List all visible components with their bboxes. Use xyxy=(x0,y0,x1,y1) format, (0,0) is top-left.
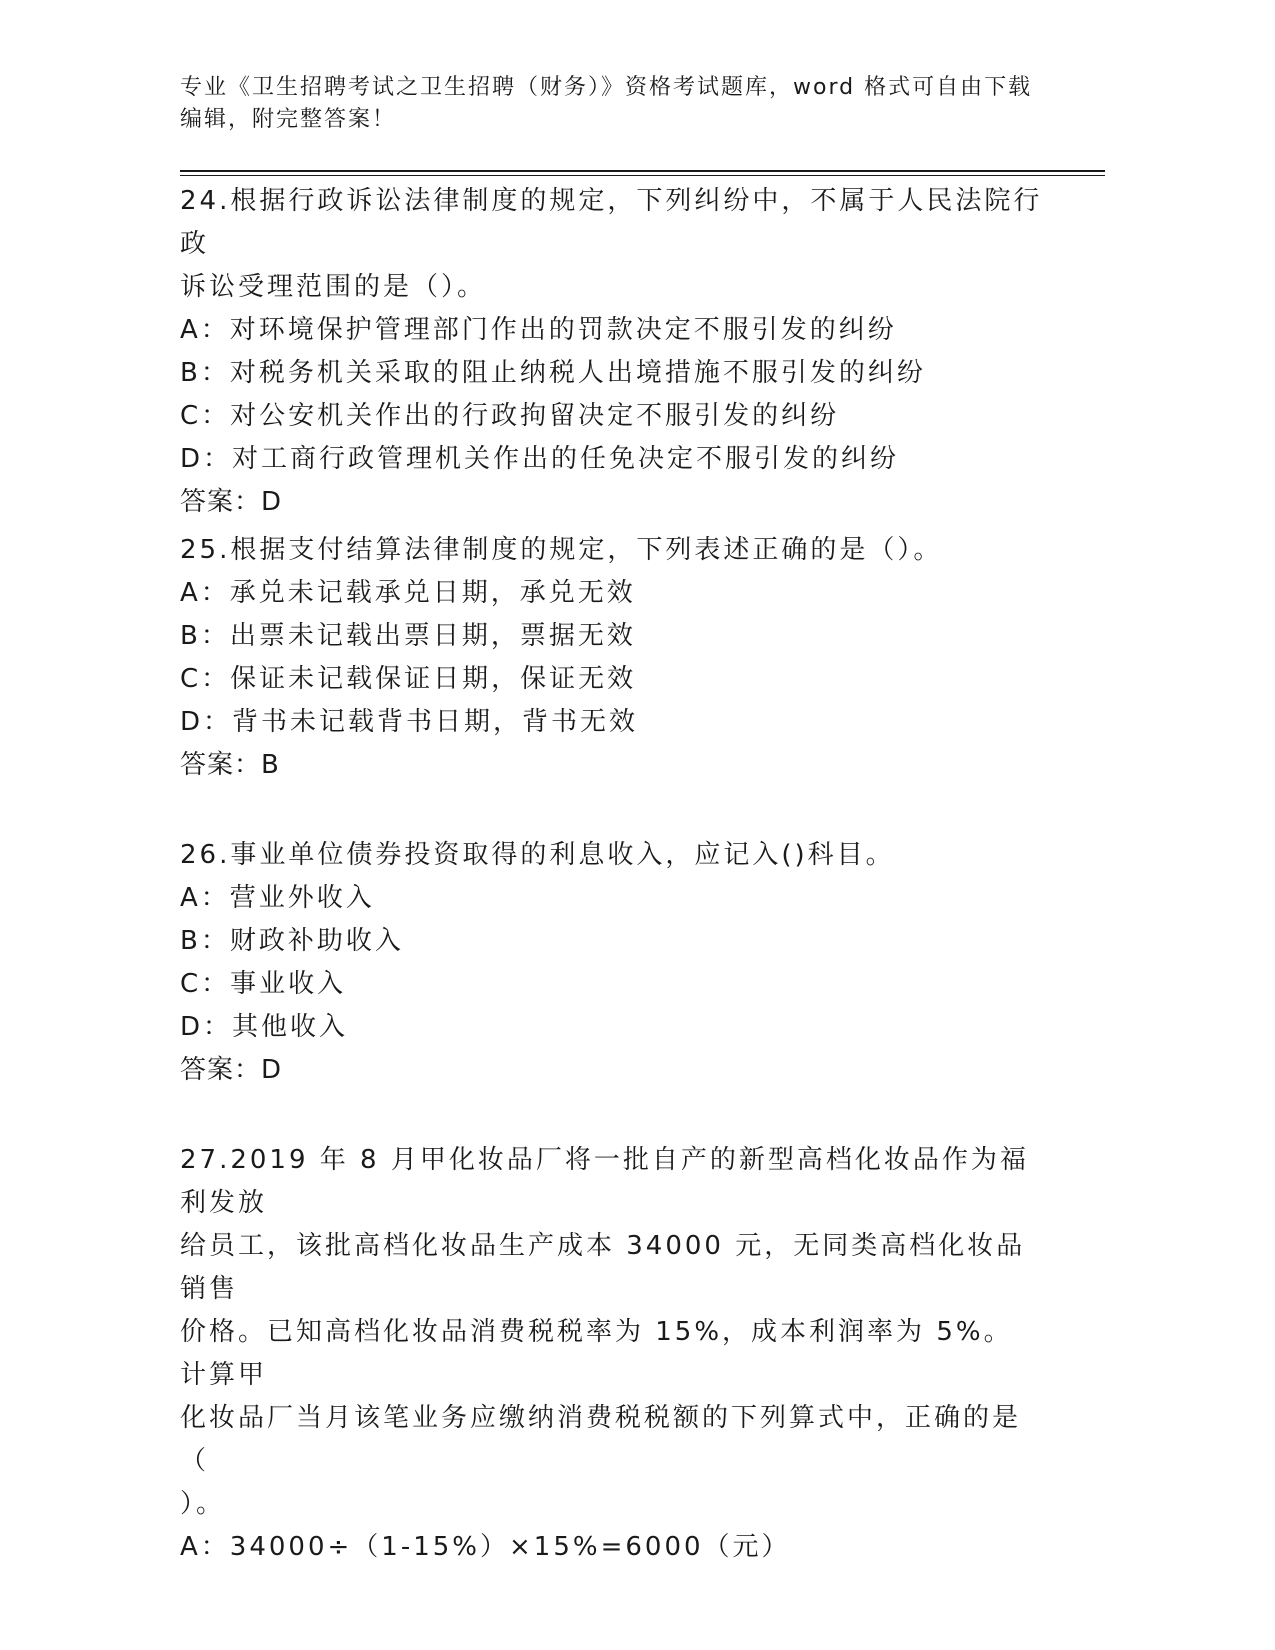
answer: 答案：D xyxy=(180,1055,283,1085)
option-b: B：对税务机关采取的阻止纳税人出境措施不服引发的纠纷 xyxy=(180,358,926,388)
question-stem: 诉讼受理范围的是（）。 xyxy=(180,272,487,302)
question-25 xyxy=(180,529,1050,787)
option-d: D：其他收入 xyxy=(180,1012,349,1042)
option-c: C：对公安机关作出的行政拘留决定不服引发的纠纷 xyxy=(180,401,840,431)
answer: 答案：D xyxy=(180,487,283,517)
header-line-2: 编辑，附完整答案！ xyxy=(180,107,397,132)
header-divider xyxy=(180,170,1105,172)
question-stem: 化妆品厂当月该笔业务应缴纳消费税税额的下列算式中，正确的是（ xyxy=(180,1403,1022,1476)
option-a: A：营业外收入 xyxy=(180,883,375,913)
header-divider-thin xyxy=(180,175,1105,176)
header-line-1: 专业《卫生招聘考试之卫生招聘（财务）》资格考试题库，word 格式可自由下载 xyxy=(180,75,1033,100)
question-stem: 给员工，该批高档化妆品生产成本 34000 元，无同类高档化妆品销售 xyxy=(180,1231,1026,1304)
option-a: A：承兑未记载承兑日期，承兑无效 xyxy=(180,578,636,608)
question-stem: 27.2019 年 8 月甲化妆品厂将一批自产的新型高档化妆品作为福利发放 xyxy=(180,1145,1029,1218)
question-stem: 24.根据行政诉讼法律制度的规定，下列纠纷中，不属于人民法院行政 xyxy=(180,186,1043,259)
option-c: C：事业收入 xyxy=(180,969,347,999)
option-b: B：出票未记载出票日期，票据无效 xyxy=(180,621,636,651)
question-24 xyxy=(180,180,1050,524)
option-a: A：34000÷（1-15%）×15%=6000（元） xyxy=(180,1532,791,1562)
question-stem: 26.事业单位债券投资取得的利息收入，应记入()科目。 xyxy=(180,840,895,870)
question-stem: 25.根据支付结算法律制度的规定，下列表述正确的是（）。 xyxy=(180,535,943,565)
question-stem: ）。 xyxy=(180,1489,226,1519)
option-d: D：背书未记载背书日期，背书无效 xyxy=(180,707,639,737)
question-stem: 价格。已知高档化妆品消费税税率为 15%，成本利润率为 5%。计算甲 xyxy=(180,1317,1013,1390)
option-b: B：财政补助收入 xyxy=(180,926,404,956)
question-26 xyxy=(180,834,1050,1092)
question-27 xyxy=(180,1139,1040,1569)
document-header xyxy=(180,72,1040,136)
option-a: A：对环境保护管理部门作出的罚款决定不服引发的纠纷 xyxy=(180,315,897,345)
option-d: D：对工商行政管理机关作出的任免决定不服引发的纠纷 xyxy=(180,444,900,474)
answer: 答案：B xyxy=(180,750,280,780)
option-c: C：保证未记载保证日期，保证无效 xyxy=(180,664,637,694)
